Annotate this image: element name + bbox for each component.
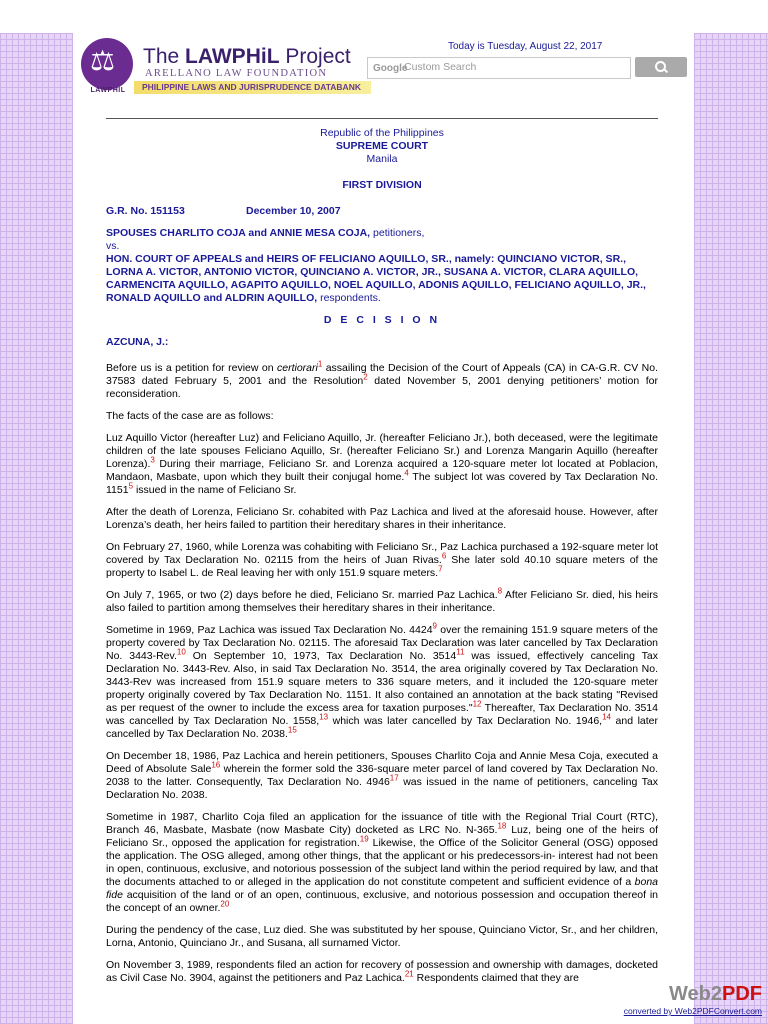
search-input[interactable] xyxy=(367,57,631,79)
footnote-link[interactable]: 15 xyxy=(287,725,297,735)
footnote-link[interactable]: 20 xyxy=(220,899,230,909)
web2pdf-logo: Web2PDF xyxy=(669,983,762,1005)
footnote-link[interactable]: 11 xyxy=(456,647,465,657)
google-brand: Google xyxy=(373,63,408,74)
case-number-line xyxy=(106,205,658,218)
lawphil-logo[interactable] xyxy=(79,36,369,98)
paragraph-3: Luz Aquillo Victor (hereafter Luz) and Feliciano Aquillo, Jr. (hereafter Feliciano Jr.), both deceased, were the legitimate children of the late spouses Feliciano Aquillo, Sr. (hereafter Feliciano Sr.) and Lorenza Mangarin Aquillo (hereafter Lorenza).$^3$ During their marriage, Feliciano Sr. and Lorenza acquired a 120-square meter lot located at Poblacion, Mandaon, Masbate, upon which they built their conjugal home.$^4$ The subject lot was covered by Tax Declaration No. 1151$^5$ issued in the name of Feliciano Sr. xyxy=(106,432,658,496)
division: FIRST DIVISION xyxy=(342,179,422,191)
case-date: December 10, 2007 xyxy=(246,205,341,217)
right-decorative-border xyxy=(694,33,768,1024)
parties-respondents: HON. COURT OF APPEALS and HEIRS OF FELICIANO AQUILLO, SR., namely: QUINCIANO VICTOR, SR., LORNA A. VICTOR, ANTONIO VICTOR, QUINCIANO A. VICTOR, JR., SUSANA A. VICTOR, CLARA AQUILLO, CARMENCITA AQUILLO, AGAPITO AQUILLO, NOEL AQUILLO, ADONIS AQUILLO, FELICIANO AQUILLO, JR., RONALD AQUILLO and ALDRIN AQUILLO, respondents. xyxy=(106,253,646,304)
footnote-link[interactable]: 9 xyxy=(432,621,437,631)
paragraph-5: On February 27, 1960, while Lorenza was cohabiting with Feliciano Sr., Paz Lachica purchased a 192-square meter lot covered by Tax Declaration No. 02115 from the heirs of Juan Rivas.$^6$ She later sold 40.10 square meters of the property to Isabel L. de Real leaving her with only 151.9 square meters.$^7$ xyxy=(106,541,658,579)
parties-vs: vs. xyxy=(106,240,120,252)
search-icon xyxy=(655,61,666,72)
court-city: Manila xyxy=(366,153,398,165)
logo-foundation: ARELLANO LAW FOUNDATION xyxy=(145,68,328,79)
footnote-link[interactable]: 1 xyxy=(317,359,323,369)
footnote-link[interactable]: 10 xyxy=(176,647,186,657)
footnote-link[interactable]: 17 xyxy=(389,773,399,783)
parties-petitioners: SPOUSES CHARLITO COJA and ANNIE MESA COJA, petitioners, xyxy=(106,227,425,239)
header-divider xyxy=(106,118,658,119)
footnote-link[interactable]: 16 xyxy=(211,760,221,770)
decision-heading: D E C I S I O N xyxy=(323,314,441,326)
paragraph-1: Before us is a petition for review on certiorari$^1$ assailing the Decision of the Court of Appeals (CA) in CA-G.R. CV No. 37583 dated February 5, 2001 and the Resolution$^2$ dated November 5, 2001 denying petitioners’ motion for reconsideration. xyxy=(106,359,659,400)
gr-number: G.R. No. 151153 xyxy=(106,205,185,217)
search-placeholder: Custom Search xyxy=(404,61,477,73)
republic-line: Republic of the Philippines xyxy=(320,127,444,139)
footnote-link[interactable]: 14 xyxy=(602,712,611,722)
paragraph-8: On December 18, 1986, Paz Lachica and herein petitioners, Spouses Charlito Coja and Annie Mesa Coja, executed a Deed of Absolute Sale$^{16}$ wherein the former sold the 336-square meter parcel of land covered by Tax Declaration No. 2038 to the latter. Consequently, Tax Declaration No. 4946$^{17}$ was issued in the name of petitioners, canceling Tax Declaration No. 2038. xyxy=(106,750,658,801)
paragraph-4: After the death of Lorenza, Feliciano Sr. cohabited with Paz Lachica and lived at the aforesaid house. However, after Lorenza’s death, her heirs failed to partition their hereditary shares in their inheritance. xyxy=(106,506,658,531)
footnote-link[interactable]: 4 xyxy=(404,468,409,478)
paragraph-10: During the pendency of the case, Luz died. She was substituted by her spouse, Quinciano Victor, Sr., and her children, Lorna, Antonio, Quinciano Jr., and Susana, all surnamed Victor. xyxy=(106,924,658,949)
footnote-link[interactable]: 3 xyxy=(150,455,155,465)
ponente: AZCUNA, J.: xyxy=(106,336,169,348)
footnote-link[interactable]: 5 xyxy=(128,481,134,491)
left-decorative-border xyxy=(0,33,73,1024)
footnote-link[interactable]: 19 xyxy=(359,834,369,844)
paragraph-6: On July 7, 1965, or two (2) days before he died, Feliciano Sr. married Paz Lachica.$^8$ After Feliciano Sr. died, his heirs also failed to partition among themselves their hereditary shares in their inheritance. xyxy=(106,586,659,614)
footnote-link[interactable]: 13 xyxy=(319,712,329,722)
date-line: Today is Tuesday, August 22, 2017 xyxy=(448,41,603,52)
web2pdf-watermark xyxy=(620,982,762,1018)
decision-document xyxy=(106,127,658,994)
logo-databank-bar: PHILIPPINE LAWS AND JURISPRUDENCE DATABANK xyxy=(134,81,371,94)
footnote-link[interactable]: 12 xyxy=(472,699,482,709)
footnote-link[interactable]: 8 xyxy=(497,586,503,596)
court-name: SUPREME COURT xyxy=(335,140,429,152)
paragraph-2: The facts of the case are as follows: xyxy=(106,410,274,422)
footnote-link[interactable]: 2 xyxy=(363,372,368,382)
page xyxy=(73,0,694,1024)
footnote-link[interactable]: 21 xyxy=(404,969,414,979)
logo-title: The LAWPHiL Project xyxy=(143,45,351,68)
seal-icon: ⚖ LAWPHIL xyxy=(79,36,139,98)
search-button[interactable] xyxy=(635,57,687,77)
paragraph-7: Sometime in 1969, Paz Lachica was issued Tax Declaration No. 4424$^9$ over the remaining 151.9 square meters of the property covered by Tax Declaration No. 02115. The aforesaid Tax Declaration was later cancelled by Tax Declaration No. 3443-Rev.$^{10}$ On September 10, 1973, Tax Declaration No. 3514$^{11}$ was issued, effectively canceling Tax Declaration No. 3443-Rev. Also, in said Tax Declaration No. 3514, the area originally covered by Tax Declaration No. 3443-Rev was increased from 151.9 square meters to 336 square meters, and it included the 120-square meter property originally covered by Tax Declaration No. 1151. It also contained an annotation at the back stating "Revised as per request of the owner to include the excess area for taxation purposes."$^{12}$ Thereafter, Tax Declaration No. 3514 was cancelled by Tax Declaration No. 1558,13 which was later cancelled by Tax Declaration No. 1946,14 and later cancelled by Tax Declaration No. 2038.15 xyxy=(106,621,658,740)
footnote-link[interactable]: 7 xyxy=(438,564,443,574)
footnote-link[interactable]: 6 xyxy=(441,551,447,561)
web2pdf-link[interactable]: converted by Web2PDFConvert.com xyxy=(623,1006,762,1016)
paragraph-11: On November 3, 1989, respondents filed an action for recovery of possession and ownership with damages, docketed as Civil Case No. 3904, against the petitioners and Paz Lachica.$^{21}$ Respondents claimed that they are xyxy=(106,959,658,984)
paragraph-9: Sometime in 1987, Charlito Coja filed an application for the issuance of title with the Regional Trial Court (RTC), Branch 46, Masbate, Masbate (now Masbate City) docketed as LRC No. N-365.18 Luz, being one of the heirs of Feliciano Sr., opposed the application for registration.$^{19}$ Likewise, the Office of the Solicitor General (OSG) opposed the application. The OSG alleged, among other things, that the applicant or his predecessors-in- interest had not been in open, continuous, exclusive, and notorious possession of the subject land within the period required by law, and that the documents attached to or alleged in the application do not constitute competent and sufficient evidence of a bona fide acquisition of the land or of an open, continuous, exclusive, and notorious possession and occupation thereof in the concept of an owner.$^{20}$ xyxy=(106,811,658,914)
footnote-link[interactable]: 18 xyxy=(497,821,507,831)
